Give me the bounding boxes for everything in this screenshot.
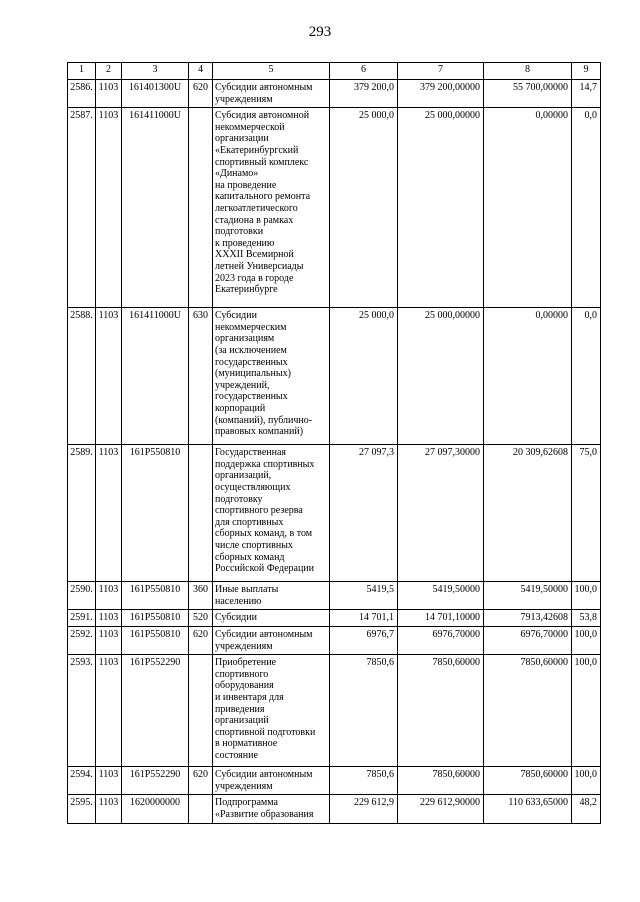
page-number: 293 xyxy=(308,24,332,40)
expense-type-cell: 620 xyxy=(189,626,213,654)
value-col7-cell: 14 701,10000 xyxy=(398,610,484,627)
item-name-cell: Субсидии автономным учреждениям xyxy=(213,626,330,654)
table-row xyxy=(68,80,601,108)
item-name-cell: Субсидии некоммерческим организациям (за исключением государственных (муниципальных) учреждений, государственных корпораций (компаний), публично- правовых компаний) xyxy=(213,308,330,445)
target-code-cell: 161P552290 xyxy=(122,767,189,795)
target-code-cell: 161P550810 xyxy=(122,445,189,582)
row-number-cell: 2593. xyxy=(68,655,96,767)
value-col7-cell: 27 097,30000 xyxy=(398,445,484,582)
percent-cell: 0,0 xyxy=(572,108,601,308)
expense-type-cell: 620 xyxy=(189,767,213,795)
header-cell: 9 xyxy=(572,63,601,80)
table-row xyxy=(68,308,601,445)
header-cell: 6 xyxy=(330,63,398,80)
table-row xyxy=(68,626,601,654)
value-col8-cell: 110 633,65000 xyxy=(484,795,572,823)
item-name-cell: Субсидии автономным учреждениям xyxy=(213,80,330,108)
item-name-cell: Субсидии xyxy=(213,610,330,627)
item-name-cell: Подпрограмма «Развитие образования xyxy=(213,795,330,823)
section-code-cell: 1103 xyxy=(96,582,122,610)
item-name-cell: Государственная поддержка спортивных организаций, осуществляющих подготовку спортивного резерва для спортивных сборных команд, в том числе спортивных сборных команд Российской Федерации xyxy=(213,445,330,582)
table-row xyxy=(68,795,601,823)
target-code-cell: 161P550810 xyxy=(122,626,189,654)
value-col8-cell: 7850,60000 xyxy=(484,767,572,795)
row-number-cell: 2595. xyxy=(68,795,96,823)
value-col8-cell: 55 700,00000 xyxy=(484,80,572,108)
target-code-cell: 161P552290 xyxy=(122,655,189,767)
header-cell: 8 xyxy=(484,63,572,80)
section-code-cell: 1103 xyxy=(96,767,122,795)
value-col8-cell: 6976,70000 xyxy=(484,626,572,654)
header-row xyxy=(68,63,601,80)
expense-type-cell xyxy=(189,108,213,308)
section-code-cell: 1103 xyxy=(96,795,122,823)
expense-type-cell: 520 xyxy=(189,610,213,627)
value-col7-cell: 25 000,00000 xyxy=(398,108,484,308)
expense-type-cell xyxy=(189,795,213,823)
budget-table xyxy=(67,62,601,824)
percent-cell: 53,8 xyxy=(572,610,601,627)
target-code-cell: 161411000U xyxy=(122,308,189,445)
item-name-cell: Субсидии автономным учреждениям xyxy=(213,767,330,795)
value-col6-cell: 25 000,0 xyxy=(330,308,398,445)
table-row xyxy=(68,582,601,610)
value-col7-cell: 7850,60000 xyxy=(398,767,484,795)
expense-type-cell: 360 xyxy=(189,582,213,610)
value-col6-cell: 14 701,1 xyxy=(330,610,398,627)
section-code-cell: 1103 xyxy=(96,610,122,627)
header-cell: 2 xyxy=(96,63,122,80)
row-number-cell: 2589. xyxy=(68,445,96,582)
percent-cell: 75,0 xyxy=(572,445,601,582)
value-col7-cell: 229 612,90000 xyxy=(398,795,484,823)
expense-type-cell xyxy=(189,445,213,582)
value-col6-cell: 229 612,9 xyxy=(330,795,398,823)
row-number-cell: 2588. xyxy=(68,308,96,445)
header-cell: 1 xyxy=(68,63,96,80)
value-col6-cell: 7850,6 xyxy=(330,767,398,795)
table-row xyxy=(68,655,601,767)
header-cell: 5 xyxy=(213,63,330,80)
table-row xyxy=(68,108,601,308)
header-cell: 4 xyxy=(189,63,213,80)
value-col8-cell: 7850,60000 xyxy=(484,655,572,767)
item-name-cell: Иные выплаты населению xyxy=(213,582,330,610)
value-col7-cell: 6976,70000 xyxy=(398,626,484,654)
table-row xyxy=(68,610,601,627)
value-col8-cell: 0,00000 xyxy=(484,108,572,308)
expense-type-cell: 630 xyxy=(189,308,213,445)
table-row xyxy=(68,445,601,582)
percent-cell: 100,0 xyxy=(572,767,601,795)
percent-cell: 14,7 xyxy=(572,80,601,108)
header-cell: 3 xyxy=(122,63,189,80)
table-row xyxy=(68,767,601,795)
value-col7-cell: 5419,50000 xyxy=(398,582,484,610)
value-col6-cell: 379 200,0 xyxy=(330,80,398,108)
value-col8-cell: 0,00000 xyxy=(484,308,572,445)
section-code-cell: 1103 xyxy=(96,80,122,108)
section-code-cell: 1103 xyxy=(96,108,122,308)
expense-type-cell xyxy=(189,655,213,767)
row-number-cell: 2587. xyxy=(68,108,96,308)
row-number-cell: 2594. xyxy=(68,767,96,795)
section-code-cell: 1103 xyxy=(96,655,122,767)
header-cell: 7 xyxy=(398,63,484,80)
value-col7-cell: 25 000,00000 xyxy=(398,308,484,445)
row-number-cell: 2590. xyxy=(68,582,96,610)
section-code-cell: 1103 xyxy=(96,308,122,445)
target-code-cell: 161P550810 xyxy=(122,610,189,627)
target-code-cell: 161401300U xyxy=(122,80,189,108)
row-number-cell: 2591. xyxy=(68,610,96,627)
percent-cell: 100,0 xyxy=(572,582,601,610)
value-col6-cell: 6976,7 xyxy=(330,626,398,654)
expense-type-cell: 620 xyxy=(189,80,213,108)
value-col8-cell: 5419,50000 xyxy=(484,582,572,610)
value-col6-cell: 25 000,0 xyxy=(330,108,398,308)
target-code-cell: 161P550810 xyxy=(122,582,189,610)
row-number-cell: 2586. xyxy=(68,80,96,108)
target-code-cell: 161411000U xyxy=(122,108,189,308)
value-col8-cell: 7913,42608 xyxy=(484,610,572,627)
item-name-cell: Субсидия автономной некоммерческой организации «Екатеринбургский спортивный комплекс «Динамо» на проведение капитального ремонта легкоатлетического стадиона в рамках подготовки к проведению XXXII Всемирной летней Универсиады 2023 года в городе Екатеринбурге xyxy=(213,108,330,308)
value-col6-cell: 27 097,3 xyxy=(330,445,398,582)
value-col6-cell: 7850,6 xyxy=(330,655,398,767)
value-col6-cell: 5419,5 xyxy=(330,582,398,610)
percent-cell: 100,0 xyxy=(572,626,601,654)
percent-cell: 48,2 xyxy=(572,795,601,823)
value-col7-cell: 7850,60000 xyxy=(398,655,484,767)
section-code-cell: 1103 xyxy=(96,445,122,582)
item-name-cell: Приобретение спортивного оборудования и инвентаря для приведения организаций спортивной подготовки в нормативное состояние xyxy=(213,655,330,767)
target-code-cell: 1620000000 xyxy=(122,795,189,823)
value-col7-cell: 379 200,00000 xyxy=(398,80,484,108)
percent-cell: 0,0 xyxy=(572,308,601,445)
row-number-cell: 2592. xyxy=(68,626,96,654)
section-code-cell: 1103 xyxy=(96,626,122,654)
percent-cell: 100,0 xyxy=(572,655,601,767)
value-col8-cell: 20 309,62608 xyxy=(484,445,572,582)
